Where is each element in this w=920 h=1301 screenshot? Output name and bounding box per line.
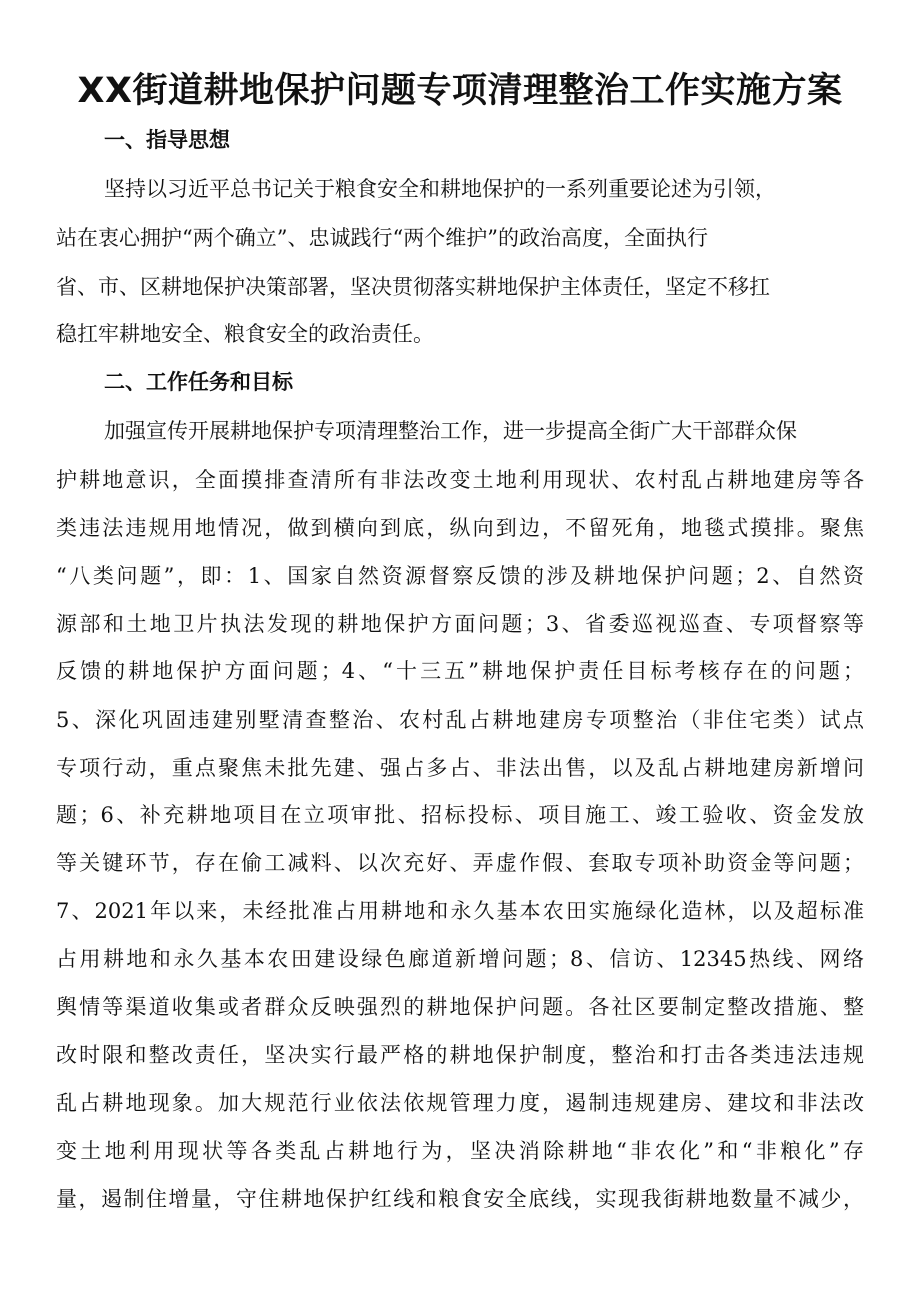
paragraph-line: 变土地利用现状等各类乱占耕地行为，坚决消除耕地“非农化”和“非粮化”存 — [56, 1139, 864, 1163]
paragraph-line: 站在衷心拥护“两个确立”、忠诚践行“两个维护”的政治高度，全面执行 — [56, 226, 708, 250]
paragraph-line: 加强宣传开展耕地保护专项清理整治工作，进一步提高全街广大干部群众保 — [104, 419, 797, 443]
paragraph-line: 坚持以习近平总书记关于粮食安全和耕地保护的一系列重要论述为引领， — [104, 177, 776, 201]
paragraph-line: 源部和土地卫片执法发现的耕地保护方面问题；3、省委巡视巡查、专项督察等 — [56, 612, 864, 636]
paragraph-line: 7、2021年以来，未经批准占用耕地和永久基本农田实施绿化造林，以及超标准 — [56, 899, 864, 923]
section-heading-tasks-goals: 二、工作任务和目标 — [104, 370, 293, 394]
paragraph-line: 占用耕地和永久基本农田建设绿色廊道新增问题；8、信访、12345热线、网络 — [56, 947, 864, 971]
document-title: XX街道耕地保护问题专项清理整治工作实施方案 — [77, 71, 843, 111]
paragraph-line: 专项行动，重点聚焦未批先建、强占多占、非法出售，以及乱占耕地建房新增问 — [56, 756, 864, 780]
paragraph-line: 舆情等渠道收集或者群众反映强烈的耕地保护问题。各社区要制定整改措施、整 — [56, 995, 864, 1019]
paragraph-line: 反馈的耕地保护方面问题；4、“十三五”耕地保护责任目标考核存在的问题； — [56, 659, 864, 683]
paragraph-line: 题；6、补充耕地项目在立项审批、招标投标、项目施工、竣工验收、资金发放 — [56, 803, 864, 827]
paragraph-line: 稳扛牢耕地安全、粮食安全的政治责任。 — [56, 322, 434, 346]
paragraph-line: 量，遏制住增量，守住耕地保护红线和粮食安全底线，实现我街耕地数量不减少， — [56, 1187, 864, 1211]
paragraph-line: 5、深化巩固违建别墅清查整治、农村乱占耕地建房专项整治（非住宅类）试点 — [56, 708, 864, 732]
paragraph-line: 乱占耕地现象。加大规范行业依法依规管理力度，遏制违规建房、建坟和非法改 — [56, 1091, 864, 1115]
paragraph-line: 改时限和整改责任，坚决实行最严格的耕地保护制度，整治和打击各类违法违规 — [56, 1043, 864, 1067]
paragraph-line: 类违法违规用地情况，做到横向到底，纵向到边，不留死角，地毯式摸排。聚焦 — [56, 516, 864, 540]
section-heading-guiding-ideology: 一、指导思想 — [104, 128, 230, 152]
paragraph-line: 等关键环节，存在偷工减料、以次充好、弄虚作假、套取专项补助资金等问题； — [56, 851, 864, 875]
paragraph-line: 省、市、区耕地保护决策部署，坚决贯彻落实耕地保护主体责任，坚定不移扛 — [56, 275, 770, 299]
paragraph-line: “八类问题”，即：1、国家自然资源督察反馈的涉及耕地保护问题；2、自然资 — [56, 564, 864, 588]
paragraph-line: 护耕地意识，全面摸排查清所有非法改变土地利用现状、农村乱占耕地建房等各 — [56, 468, 864, 492]
